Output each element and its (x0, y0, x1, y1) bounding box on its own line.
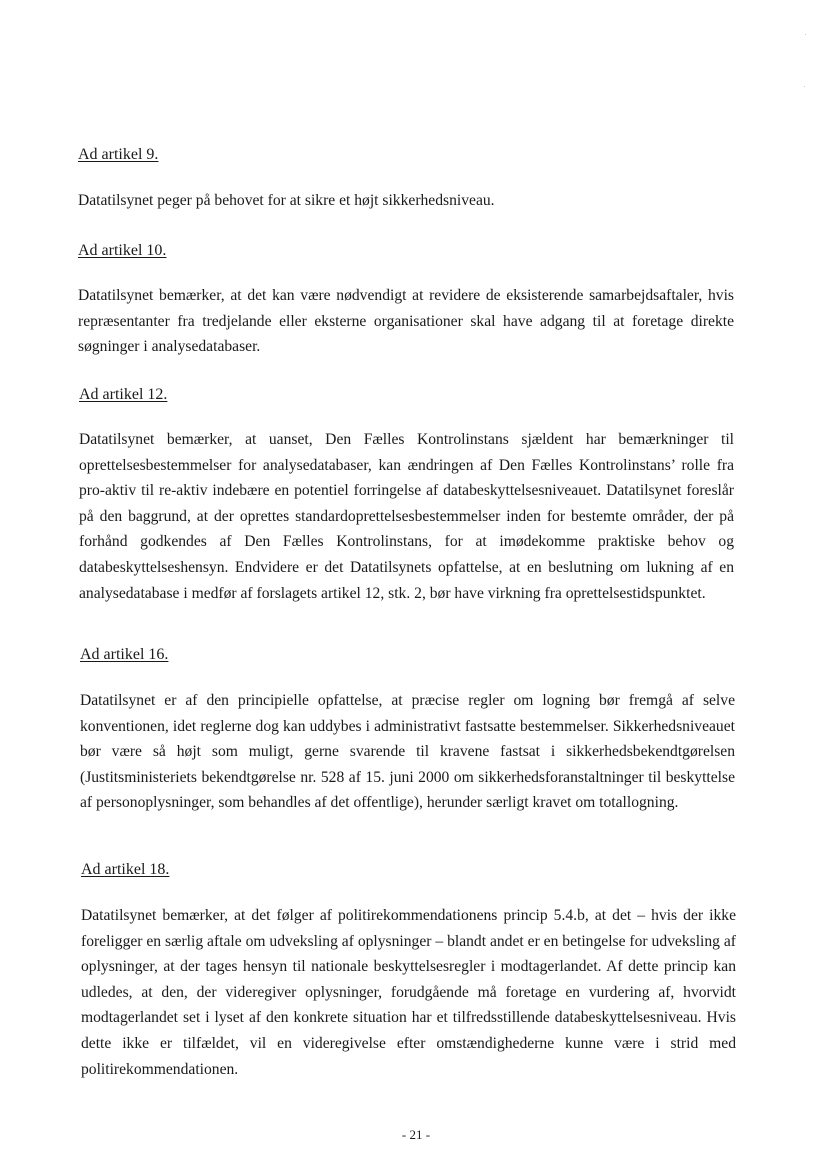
section-heading-artikel-16: Ad artikel 16. (80, 646, 169, 663)
section-heading-artikel-10: Ad artikel 10. (78, 242, 167, 259)
section-body-artikel-9: Datatilsynet peger på behovet for at sikre et højt sikkerhedsniveau. (78, 192, 495, 209)
scan-speck (804, 86, 805, 87)
section-heading-artikel-18: Ad artikel 18. (81, 861, 170, 878)
section-body-artikel-18: Datatilsynet bemærker, at det følger af politirekommendationens princip 5.4.b, at det – hvis der ikke foreligger en særlig aftale om udveksling af oplysninger – blandt andet er en betingelse for udveksling af oplysninger, at der tages hensyn til nationale beskyttelsesregler i modtagerlandet. Af dette princip kan udledes, at den, der videregiver oplysninger, forudgående må foretage en vurdering af, hvorvidt modtagerlandet set i lyset af den konkrete situation har et tilfredsstillende databeskyttelsesniveau. Hvis dette ikke er tilfældet, vil en videregivelse efter omstændighederne kunne være i strid med politirekommendationen. (81, 907, 736, 1078)
section-body-artikel-16: Datatilsynet er af den principielle opfattelse, at præcise regler om logning bør fremgå af selve konventionen, idet reglerne dog kan uddybes i administrativt fastsatte bestemmelser. Sikkerhedsniveauet bør være så højt som muligt, gerne svarende til kravene fastsat i sikkerhedsbekendtgørelsen (Justitsministeriets bekendtgørelse nr. 528 af 15. juni 2000 om sikkerhedsforanstaltninger til beskyttelse af personoplysninger, som behandles af det offentlige), herunder særligt kravet om totallogning. (80, 692, 735, 812)
section-heading-artikel-12: Ad artikel 12. (79, 386, 168, 403)
page-number: - 21 - (401, 1127, 431, 1142)
scan-speck (805, 34, 806, 35)
section-body-artikel-12: Datatilsynet bemærker, at uanset, Den Fælles Kontrolinstans sjældent har bemærkninger til oprettelsesbestemmelser for analysedatabaser, kan ændringen af Den Fælles Kontrolinstans’ rolle fra pro-aktiv til re-aktiv indebære en potentiel forringelse af databeskyttelsesniveauet. Datatilsynet foreslår på den baggrund, at der oprettes standardoprettelsesbestemmelser inden for bestemte områder, der på forhånd godkendes af Den Fælles Kontrolinstans, for at imødekomme praktiske behov og databeskyttelseshensyn. Endvidere er det Datatilsynets opfattelse, at en beslutning om lukning af en analysedatabase i medfør af forslagets artikel 12, stk. 2, bør have virkning fra oprettelsestidspunktet. (79, 431, 734, 602)
section-heading-artikel-9: Ad artikel 9. (78, 146, 159, 163)
section-body-artikel-10: Datatilsynet bemærker, at det kan være nødvendigt at revidere de eksisterende samarbejdsaftaler, hvis repræsentanter fra tredjelande eller eksterne organisationer skal have adgang til at foretage direkte søgninger i analysedatabaser. (78, 287, 734, 356)
